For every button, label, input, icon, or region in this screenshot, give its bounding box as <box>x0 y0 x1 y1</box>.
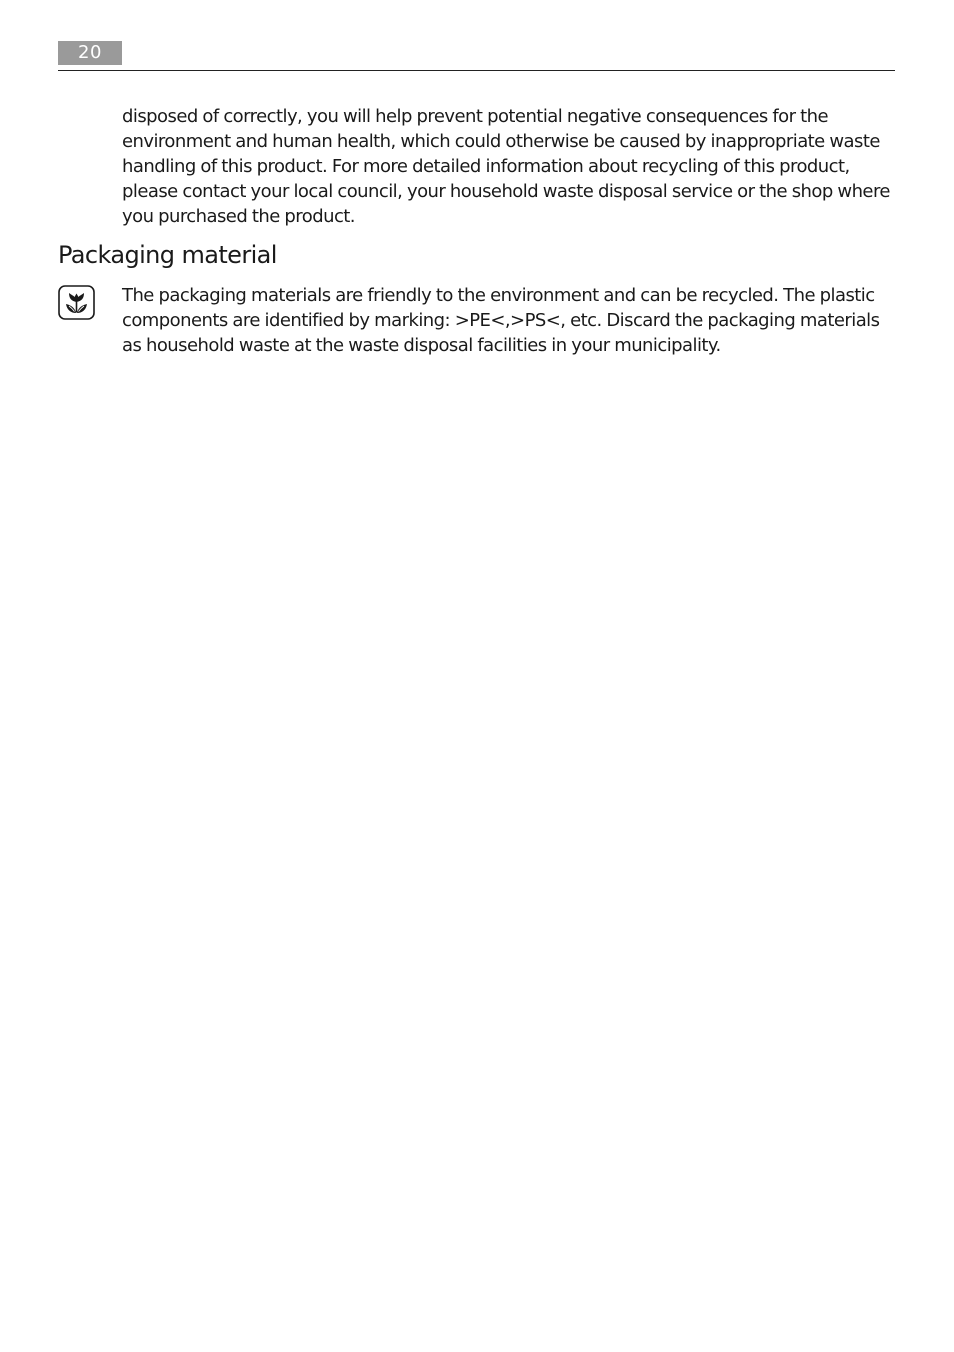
intro-paragraph: disposed of correctly, you will help prevent potential negative consequences for the environment and human health, which could otherwise be caused by inappropriate waste handling of this product. For more detailed information about recycling of this product, please contact your local council, your household waste disposal service or the shop where you purchased the product. <box>122 106 890 227</box>
section-heading-packaging: Packaging material <box>58 241 277 269</box>
page-number: 20 <box>58 41 122 65</box>
environment-flower-icon <box>58 285 95 320</box>
header-divider <box>58 70 895 71</box>
packaging-paragraph: The packaging materials are friendly to the environment and can be recycled. The plastic components are identified by marking: >PE<,>PS<, etc. Discard the packaging materials as household waste at the waste disposal facilities in your municipality. <box>122 285 880 356</box>
